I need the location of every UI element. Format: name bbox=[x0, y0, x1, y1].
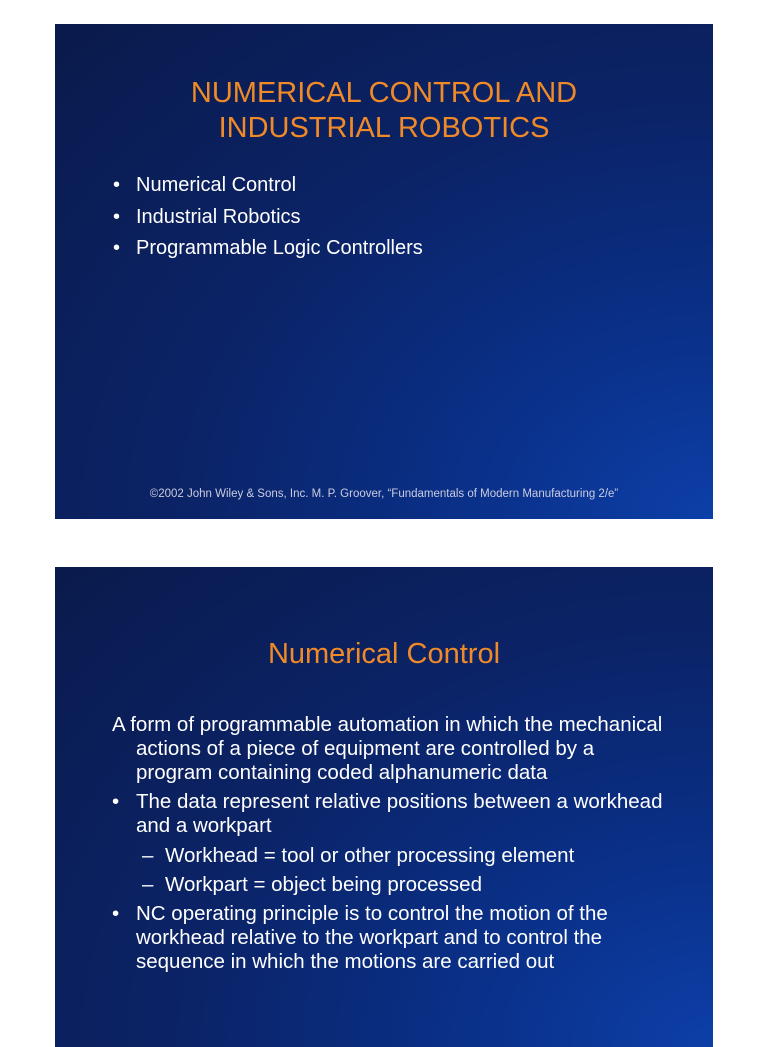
slide-2-body bbox=[112, 713, 672, 980]
bullet-marker: • bbox=[113, 205, 121, 228]
dash-marker: – bbox=[142, 844, 154, 867]
slide-2-title: Numerical Control bbox=[267, 638, 501, 670]
bullet-marker: • bbox=[112, 790, 120, 813]
bullet-marker: • bbox=[112, 902, 120, 925]
definition-paragraph: A form of programmable automation in which the mechanical actions of a piece of equipment are controlled by a program containing coded alphanumeric data bbox=[112, 713, 663, 784]
bullet-marker: • bbox=[113, 174, 121, 196]
bullet-item: • NC operating principle is to control the motion of the workhead relative to the workpart and to control the sequence in which the motions are carried out bbox=[112, 902, 608, 973]
slide-1-bullet-list bbox=[113, 170, 423, 265]
sub-bullet-item: – Workhead = tool or other processing element bbox=[142, 844, 575, 867]
copyright-footer: ©2002 John Wiley & Sons, Inc. M. P. Groover, “Fundamentals of Modern Manufacturing 2/e” bbox=[149, 488, 619, 500]
bullet-marker: • bbox=[113, 237, 121, 259]
slide-1 bbox=[55, 24, 713, 519]
bullet-item: • Numerical Control bbox=[113, 170, 423, 202]
bullet-item: • Industrial Robotics bbox=[113, 202, 423, 234]
bullet-item: • The data represent relative positions between a workhead and a workpart bbox=[112, 790, 663, 837]
slide-2 bbox=[55, 567, 713, 1047]
slide-1-title: NUMERICAL CONTROL AND INDUSTRIAL ROBOTICS bbox=[190, 77, 578, 144]
bullet-item: • Programmable Logic Controllers bbox=[113, 233, 423, 265]
dash-marker: – bbox=[142, 873, 154, 896]
sub-bullet-item: – Workpart = object being processed bbox=[142, 873, 482, 896]
